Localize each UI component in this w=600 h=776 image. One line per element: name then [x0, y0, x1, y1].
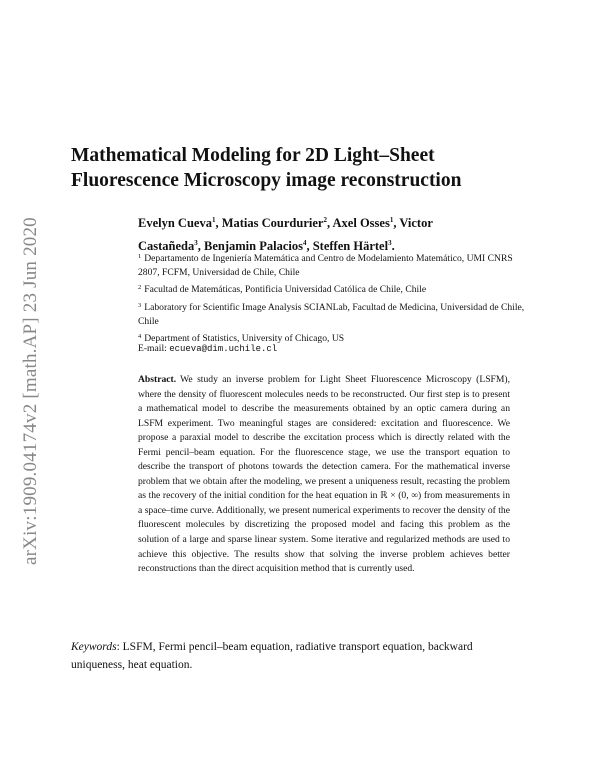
author-separator: ,	[197, 239, 205, 254]
keywords	[71, 638, 511, 674]
author-name: Axel Osses	[332, 216, 390, 231]
author-separator: ,	[306, 239, 313, 254]
affiliation-text: Department of Statistics, University of Chicago, US	[144, 333, 345, 345]
author-affiliation-mark: 1	[211, 216, 216, 224]
author-separator: .	[391, 239, 395, 254]
affiliation-list	[138, 250, 528, 347]
affiliation-number: 1	[138, 253, 142, 260]
abstract	[138, 373, 510, 577]
author-separator: ,	[393, 216, 400, 231]
author-affiliation-mark: 1	[389, 216, 394, 224]
author-name: Benjamin Palacios	[204, 239, 303, 254]
affiliation-number: 2	[138, 284, 142, 292]
affiliation-text: Departamento de Ingeniería Matemática and Centro de Modelamiento Matemático, UMI CNRS 2807, FCFM, Universidad de Chile, Chile	[138, 253, 513, 279]
email-line	[138, 343, 277, 354]
arxiv-identifier: arXiv:1909.04174v2 [math.AP] 23 Jun 2020	[20, 217, 41, 565]
author-separator: ,	[326, 216, 333, 231]
author-name: Evelyn Cueva	[138, 216, 212, 231]
affiliation	[138, 281, 528, 297]
affiliation-text: Laboratory for Scientific Image Analysis SCIANLab, Facultad de Medicina, Universidad de Chile, Chile	[138, 301, 525, 327]
abstract-text: We study an inverse problem for Light Sheet Fluorescence Microscopy (LSFM), where the density of fluorescent molecules needs to be reconstructed. Our first step is to present a mathematical model to describe the measurements obtained by an optic camera during an LSFM experiment. Two meaningful stages are considered: excitation and fluorescence. We propose a paraxial model to describe the excitation process which is directly related with the Fermi pencil–beam equation. For the fluorescence stage, we use the transport equation to describe the transport of photons towards the detection camera. For the mathematical inverse problem that we obtain after the modeling, we present a uniqueness result, recasting the problem as the recovery of the initial condition for the heat equation in ℝ × (0, ∞) from measurements in a space–time curve. Additionally, we present numerical experiments to recover the density of the fluorescent molecules by discretizing the proposed model and facing this problem as the solution of a large and sparse linear system. Some iterative and regularized methods are used to achieve this objective. The results show that solving the inverse problem achieves better reconstructions than the direct acquisition method that is currently used.	[138, 374, 510, 575]
author-name: Victor Castañeda	[138, 216, 433, 254]
email-label: E-mail:	[138, 343, 167, 354]
affiliation-text: Facultad de Matemáticas, Pontificia Universidad Católica de Chile, Chile	[144, 284, 427, 296]
author-name: Steffen Härtel	[312, 239, 389, 254]
abstract-label: Abstract.	[138, 374, 177, 385]
author	[138, 216, 222, 230]
author-affiliation-mark: 3	[194, 239, 198, 248]
author	[333, 216, 400, 230]
email-address[interactable]: ecueva@dim.uchile.cl	[169, 344, 278, 354]
author-name: Matias Courdurier	[221, 216, 324, 231]
keywords-text: : LSFM, Fermi pencil–beam equation, radiative transport equation, backward uniqueness, heat equation.	[71, 641, 473, 671]
author-affiliation-mark: 4	[302, 239, 307, 248]
affiliation	[138, 250, 528, 280]
author	[222, 216, 333, 230]
author-affiliation-mark: 3	[388, 239, 392, 248]
paper-title: Mathematical Modeling for 2D Light–Sheet Fluorescence Microscopy image reconstruction	[71, 145, 462, 191]
affiliation	[138, 299, 528, 329]
affiliation-number: 3	[138, 301, 142, 309]
author-affiliation-mark: 2	[323, 216, 327, 224]
keywords-label: Keywords	[71, 641, 117, 653]
author-separator: ,	[215, 216, 222, 231]
affiliation-number: 4	[138, 333, 142, 341]
